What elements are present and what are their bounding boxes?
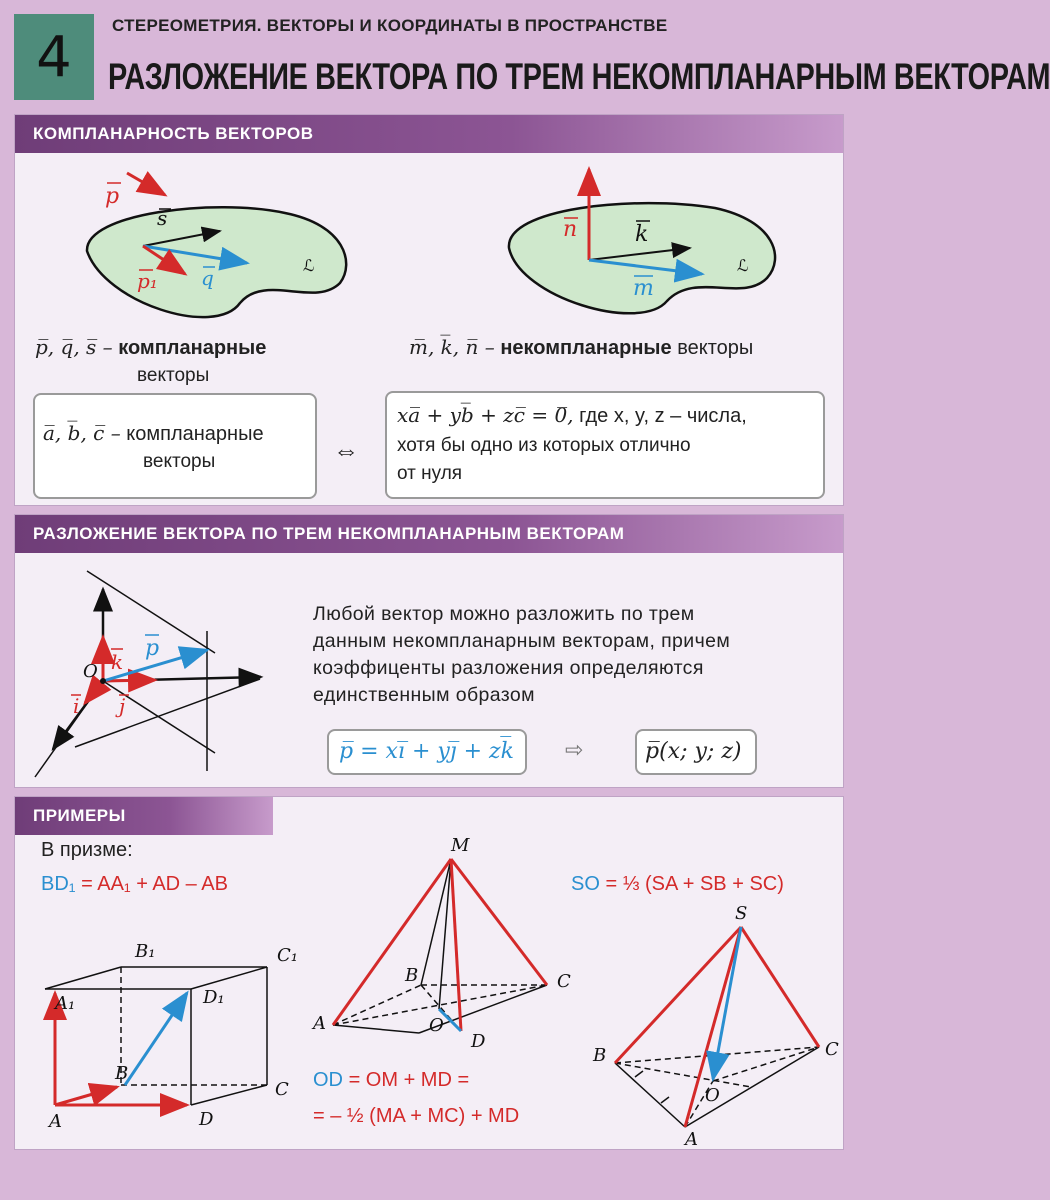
label-m: m	[633, 276, 654, 301]
pyramid-label-M: M	[451, 835, 470, 856]
tetra-label-C: C	[825, 1039, 839, 1060]
pyramid-diagram	[311, 833, 581, 1069]
caption-noncoplanar: m̅, k̅, n̅ – некомпланарные векторы	[409, 335, 754, 359]
prism-label-C1: C₁	[277, 945, 298, 966]
pyramid-formula-2: = – ½ (MA + MC) + MD	[313, 1105, 520, 1127]
tetrahedron-diagram	[575, 901, 843, 1149]
pyramid-label-A: A	[313, 1013, 326, 1034]
label-alpha-right: ℒ	[737, 256, 749, 275]
coplanarity-diagrams	[15, 153, 843, 363]
prism-formula: BD₁ = AA₁ + AD – AB	[41, 873, 228, 895]
section-heading: КОМПЛАНАРНОСТЬ ВЕКТОРОВ	[15, 115, 843, 153]
formula-decomposition-box: p̅ = xi̅ + yj̅ + zk̅	[327, 729, 527, 775]
decomposition-diagram	[15, 553, 305, 787]
poster-title: РАЗЛОЖЕНИЕ ВЕКТОРА ПО ТРЕМ НЕКОМПЛАНАРНЫМ ВЕКТОРАМ	[108, 56, 1050, 97]
pyramid-label-B: B	[405, 965, 419, 986]
section-heading: РАЗЛОЖЕНИЕ ВЕКТОРА ПО ТРЕМ НЕКОМПЛАНАРНЫМ ВЕКТОРАМ	[15, 515, 843, 553]
label-s: s	[157, 206, 168, 230]
vector-p	[127, 173, 165, 195]
tetra-label-A: A	[685, 1129, 698, 1150]
section-decomposition	[14, 514, 844, 788]
tetra-label-O: O	[705, 1085, 720, 1106]
label-q: q	[201, 266, 214, 290]
prism-diagram	[25, 927, 315, 1137]
definition-box-right: xa̅ + yb̅ + zc̅ = 0̅, где x, y, z – числа, хотя бы одно из которых отлично от нуля	[385, 391, 825, 499]
definition-box-left: a̅, b̅, c̅ – компланарные векторы	[33, 393, 317, 499]
label-p: p	[105, 184, 120, 209]
label-n: n	[563, 217, 578, 242]
poster-subtitle: СТЕРЕОМЕТРИЯ. ВЕКТОРЫ И КООРДИНАТЫ В ПРОСТРАНСТВЕ	[112, 16, 668, 35]
prism-intro: В призме:	[41, 839, 133, 861]
label-k2: k	[111, 650, 124, 674]
implies-arrow: ⇨	[565, 737, 584, 762]
section-examples	[14, 796, 844, 1150]
label-j: j	[119, 694, 126, 718]
label-i: i	[73, 694, 80, 718]
label-p2: p	[145, 636, 160, 661]
section-heading: ПРИМЕРЫ	[15, 797, 273, 835]
label-alpha-left: ℒ	[303, 256, 315, 275]
tetra-label-S: S	[735, 903, 748, 924]
decomposition-text: Любой вектор можно разложить по трем данным некомпланарным векторам, причем коэффиценты разложения определяются единственным образом	[313, 603, 731, 706]
caption-coplanar-tail: векторы	[137, 365, 210, 386]
label-k: k	[635, 222, 649, 247]
prism-label-D: D	[199, 1109, 214, 1130]
tetra-formula: SO = ⅓ (SA + SB + SC)	[571, 873, 784, 895]
prism-label-A: A	[49, 1111, 62, 1132]
tetra-label-B: B	[593, 1045, 607, 1066]
pyramid-label-C: C	[557, 971, 571, 992]
prism-label-D1: D₁	[203, 987, 225, 1008]
pyramid-formula-1: OD = OM + MD =	[313, 1069, 470, 1091]
caption-coplanar: p̅, q̅, s̅ – компланарные	[35, 335, 267, 359]
prism-label-C: C	[275, 1079, 289, 1100]
prism-label-A1: A₁	[55, 993, 76, 1014]
prism-label-B: B	[115, 1063, 129, 1084]
prism-label-B1: B₁	[135, 941, 156, 962]
pyramid-label-D: D	[471, 1031, 486, 1052]
label-O: O	[83, 661, 98, 682]
pyramid-label-O: O	[429, 1015, 444, 1036]
formula-coordinates-box: p̅(x; y; z)	[635, 729, 757, 775]
label-p1: p₁	[137, 269, 158, 293]
section-coplanarity	[14, 114, 844, 506]
poster-number: 4	[14, 14, 94, 100]
equivalence-symbol: ⇔	[333, 435, 359, 465]
